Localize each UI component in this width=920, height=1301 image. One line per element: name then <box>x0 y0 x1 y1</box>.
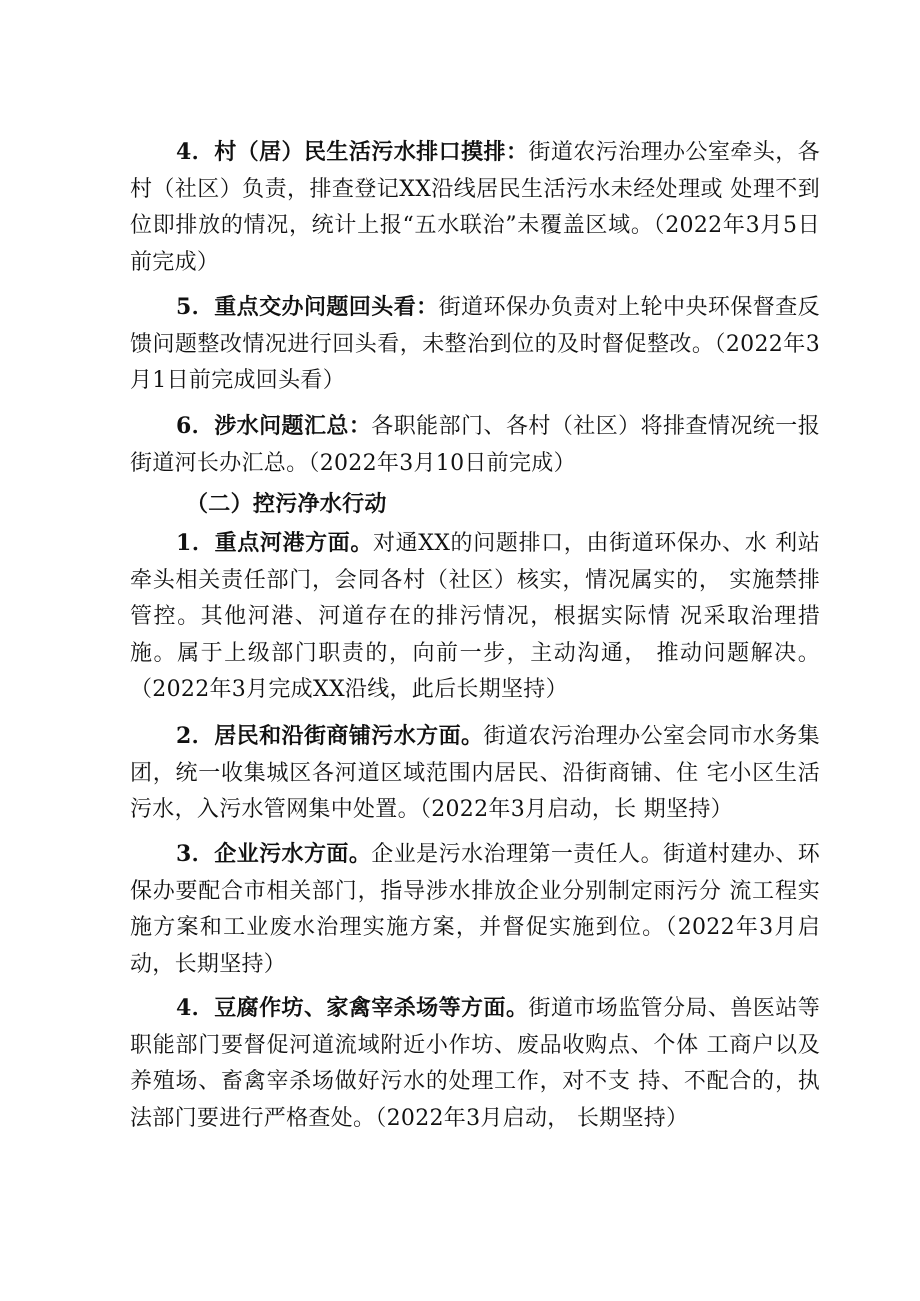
paragraph-lead: 4．村（居）民生活污水排口摸排： <box>176 139 529 165</box>
paragraph-body: 对通XX的问题排口，由街道环保办、水 利站牵头相关责任部门，会同各村（社区）核实，情况属实的， 实施禁排管控。其他河港、河道存在的排污情况，根据实际情 况采取治理措施。属于上级部门职责的，向前一步，主动沟通， 推动问题解决。（2022年3月完成XX沿线，此后长期坚持） <box>130 531 821 702</box>
paragraph-body: 街道农污治理办公室牵头，各村（社区）负责，排查登记XX沿线居民生活污水未经处理或 处理不到位即排放的情况，统计上报“五水联治”未覆盖区域。（2022年3月5日前完成） <box>130 140 820 275</box>
paragraph-item-4-sewage-outlet-survey <box>130 134 820 281</box>
paragraph-lead: 4．豆腐作坊、家禽宰杀场等方面。 <box>176 995 529 1021</box>
paragraph-item-3-enterprise-sewage <box>130 836 820 983</box>
paragraph-body: 街道农污治理办公室会同市水务集团，统一收集城区各河道区域范围内居民、沿街商铺、住 宅小区生活污水，入污水管网集中处置。（2022年3月启动，长 期坚持） <box>130 724 820 822</box>
section-heading: （二）控污净水行动 <box>186 491 387 517</box>
paragraph-lead: 1．重点河港方面。 <box>176 530 374 556</box>
paragraph-item-1-key-rivers <box>130 525 820 709</box>
paragraph-item-2-residential-sewage <box>130 718 820 829</box>
paragraph-body: 街道环保办负责对上轮中央环保督查反馈问题整改情况进行回头看，未整治到位的及时督促整改。（2022年3月1日前完成回头看） <box>130 295 820 393</box>
paragraph-item-6-issue-summary <box>130 408 820 482</box>
paragraph-lead: 6．涉水问题汇总： <box>176 413 372 439</box>
paragraph-lead: 5．重点交办问题回头看： <box>176 294 439 320</box>
paragraph-body: 企业是污水治理第一责任人。街道村建办、环保办要配合市相关部门，指导涉水排放企业分别制定雨污分 流工程实施方案和工业废水治理实施方案，并督促实施到位。（2022年3月启动，长期坚持） <box>130 842 820 977</box>
paragraph-body: 各职能部门、各村（社区）将排查情况统一报街道河长办汇总。（2022年3月10日前完成） <box>130 414 820 476</box>
paragraph-body: 街道市场监管分局、兽医站等职能部门要督促河道流域附近小作坊、废品收购点、个体 工商户以及养殖场、畜禽宰杀场做好污水的处理工作，对不支 持、不配合的，执法部门要进行严格查处。（2022年3月启动， 长期坚持） <box>130 996 820 1131</box>
paragraph-lead: 2．居民和沿街商铺污水方面。 <box>176 723 484 749</box>
paragraph-item-4-workshops-slaughter <box>130 990 820 1137</box>
paragraph-item-5-issue-review <box>130 289 820 400</box>
paragraph-lead: 3．企业污水方面。 <box>176 841 372 867</box>
